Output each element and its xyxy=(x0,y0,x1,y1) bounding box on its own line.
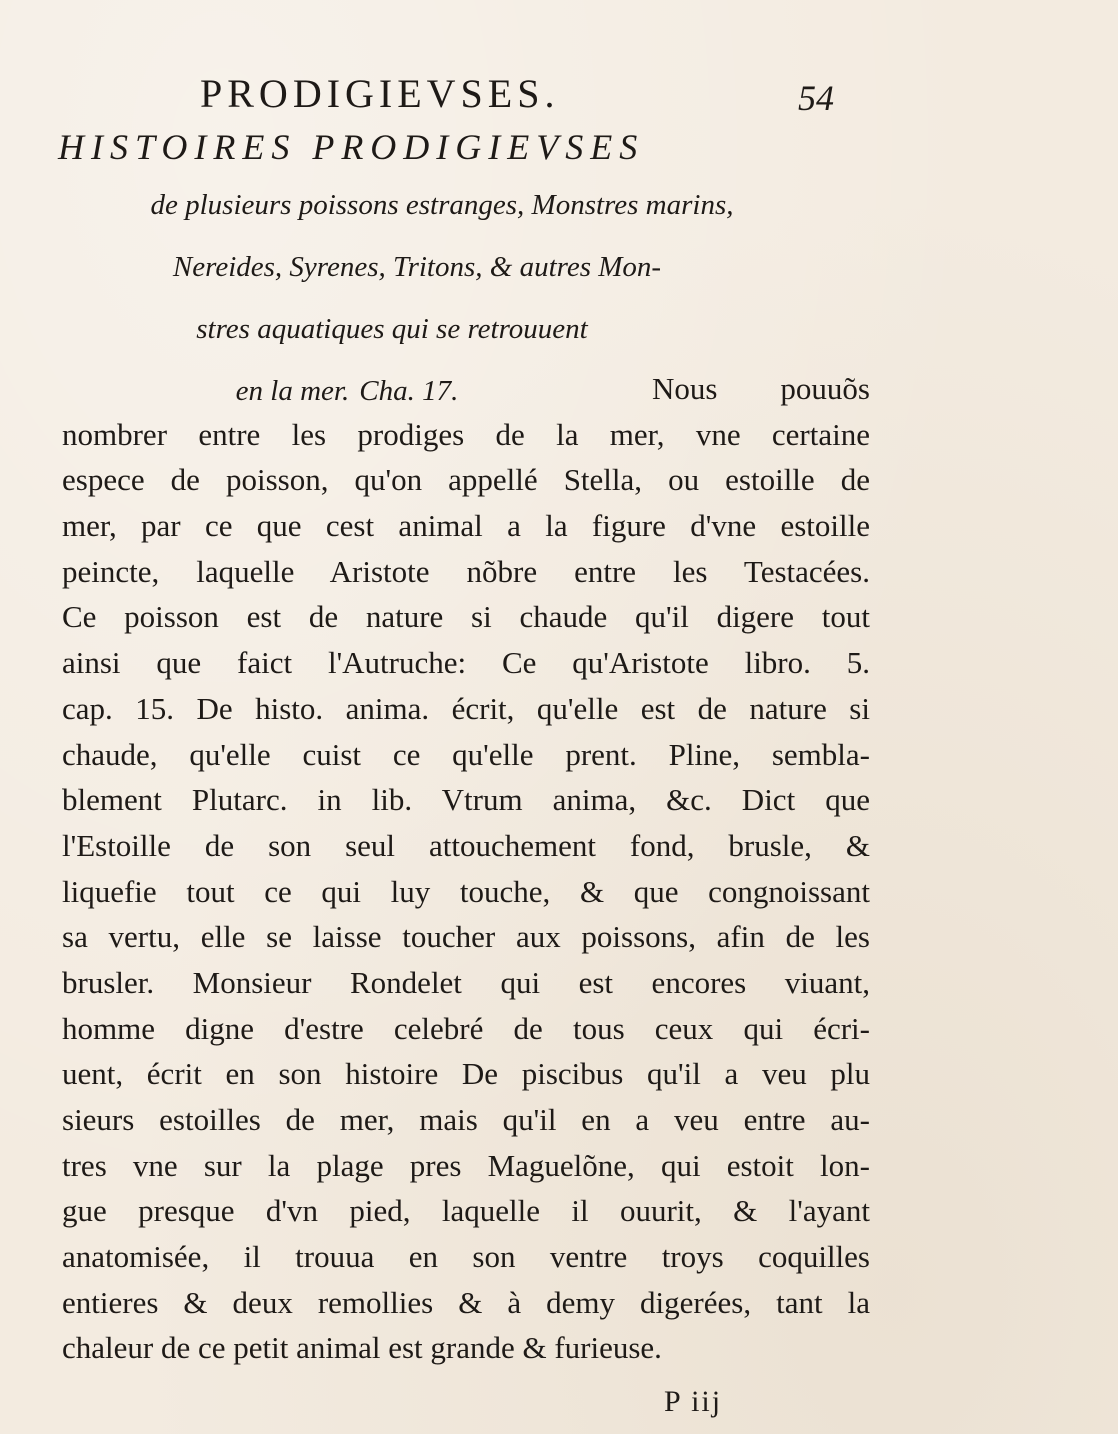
body-line: mer, par ce que cest animal a la figure d'vne estoille xyxy=(62,508,870,544)
body-line: uent, écrit en son histoire De piscibus qu'il a veu plu xyxy=(62,1056,870,1092)
body-text xyxy=(62,366,870,1371)
body-line: l'Estoille de son seul attouchement fond, brusle, & xyxy=(62,827,870,863)
body-line: Ce poisson est de nature si chaude qu'il digere tout xyxy=(62,599,870,635)
chapter-heading-line: stres aquatiques qui se retrouuent xyxy=(196,313,588,345)
body-line: nombrer entre les prodiges de la mer, vne certaine xyxy=(62,416,870,452)
body-line: gue presque d'vn pied, laquelle il ouurit, & l'ayant xyxy=(62,1193,870,1229)
body-line: liquefie tout ce qui luy touche, & que congnoissant xyxy=(62,873,870,909)
page-header xyxy=(0,70,1118,120)
body-line: sieurs estoilles de mer, mais qu'il en a veu entre au- xyxy=(62,1102,870,1137)
body-line: brusler. Monsieur Rondelet qui est encores viuant, xyxy=(62,964,870,1000)
page-number: 54 xyxy=(798,78,834,118)
body-line: chaude, qu'elle cuist ce qu'elle prent. Pline, sembla- xyxy=(62,736,870,772)
body-line: tres vne sur la plage pres Maguelõne, qui estoit lon- xyxy=(62,1147,870,1183)
body-line: Nous pouuõs xyxy=(652,371,870,406)
chapter-heading-line: de plusieurs poissons estranges, Monstres marins, xyxy=(150,189,734,221)
running-title: PRODIGIEVSES. xyxy=(200,71,560,116)
body-line: cap. 15. De histo. anima. écrit, qu'elle est de nature si xyxy=(62,690,870,726)
body-line: blement Plutarc. in lib. Vtrum anima, &c. Dict que xyxy=(62,782,870,818)
chapter-heading-text: en la mer. xyxy=(235,375,350,407)
body-line: espece de poisson, qu'on appellé Stella, ou estoille de xyxy=(62,462,870,498)
body-line: chaleur de ce petit animal est grande & furieuse. xyxy=(62,1330,662,1366)
signature-mark: P iij xyxy=(664,1385,723,1418)
body-line: peincte, laquelle Aristote nõbre entre les Testacées. xyxy=(62,553,870,589)
chapter-heading-line: Nereides, Syrenes, Tritons, & autres Mon- xyxy=(172,251,662,283)
body-line: entieres & deux remollies & à demy digerées, tant la xyxy=(62,1284,870,1320)
body-line: homme digne d'estre celebré de tous ceux qui écri- xyxy=(62,1010,870,1046)
chapter-number: Cha. 17. xyxy=(359,375,459,407)
body-line: anatomisée, il trouua en son ventre troys coquilles xyxy=(62,1239,870,1275)
body-line: sa vertu, elle se laisse toucher aux poissons, afin de les xyxy=(62,919,870,955)
chapter-heading-title: HISTOIRES PRODIGIEVSES xyxy=(58,127,645,167)
body-line: ainsi que faict l'Autruche: Ce qu'Aristote libro. 5. xyxy=(62,645,870,681)
